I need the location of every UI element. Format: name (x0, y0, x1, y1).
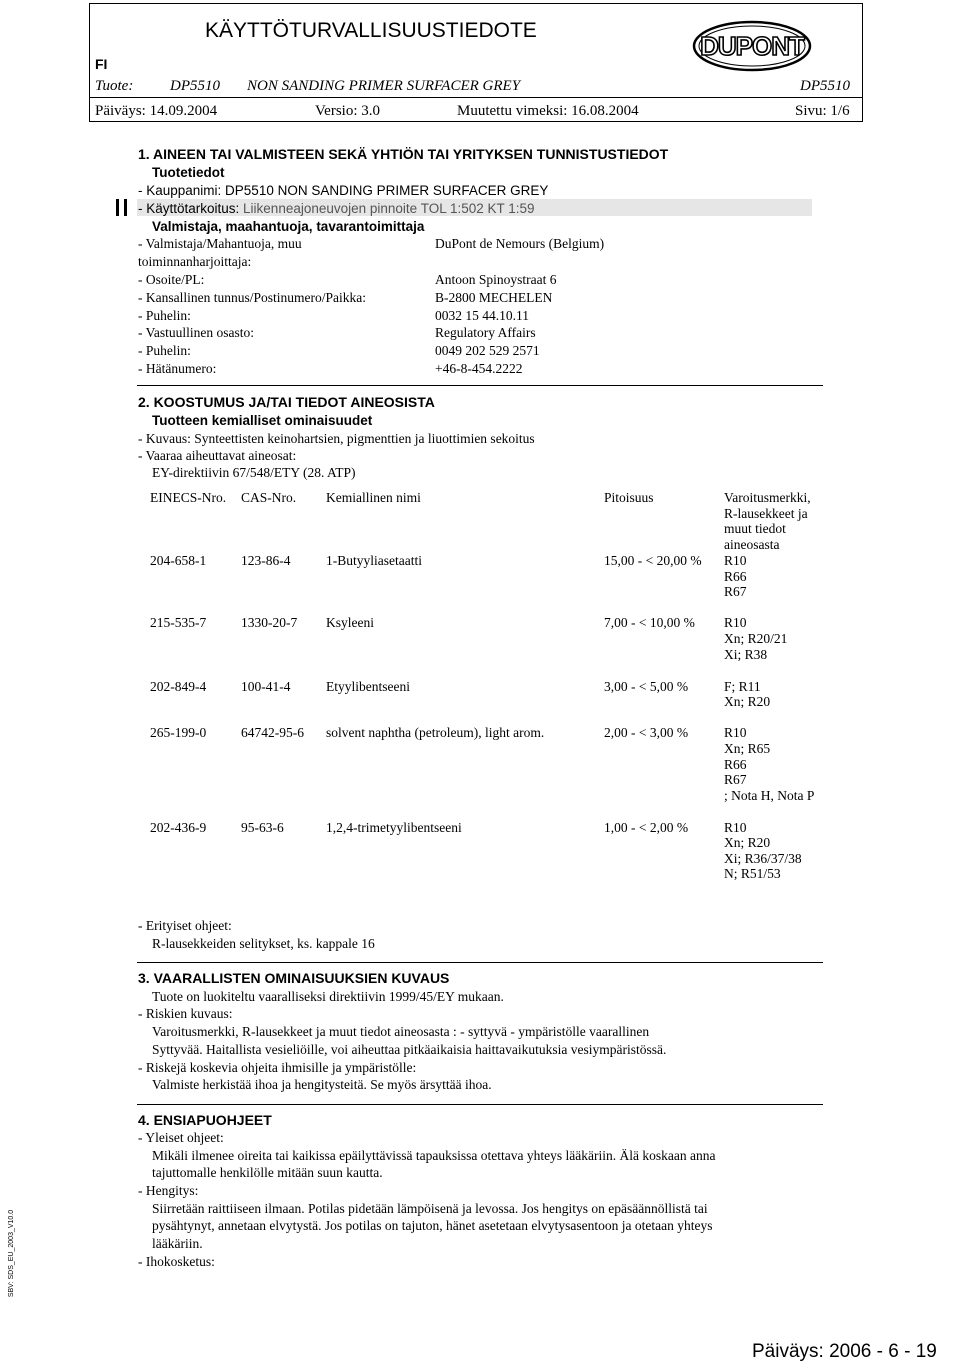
r-phrase: R66 (724, 569, 747, 584)
header-divider (89, 97, 863, 98)
cas-number: 100-41-4 (241, 679, 291, 694)
manufacturer-label: - Valmistaja/Mahantuoja, muu (138, 236, 302, 251)
einecs-number: 215-535-7 (150, 615, 207, 630)
risk-text: Varoitusmerkki, R-lausekkeet ja muut tiedot aineosasta : - syttyvä - ympäristölle vaarallinen (152, 1024, 650, 1039)
section1-title: 1. AINEEN TAI VALMISTEEN SEKÄ YHTIÖN TAI YRITYKSEN TUNNISTUSTIEDOT (138, 146, 669, 162)
contact-label: - Vastuullinen osasto: (138, 325, 254, 340)
r-phrase: R10 (724, 615, 747, 630)
operator-label: toiminnanharjoittaja: (138, 254, 252, 269)
einecs-number: 202-436-9 (150, 820, 207, 835)
chemical-name: solvent naphtha (petroleum), light arom. (326, 725, 545, 740)
r-phrase: N; R51/53 (724, 866, 781, 881)
header-date: Päiväys: 14.09.2004 (95, 103, 218, 119)
directive-text: EY-direktiivin 67/548/ETY (28. ATP) (152, 465, 356, 480)
dupont-logo (692, 20, 812, 72)
r-phrase: R10 (724, 820, 747, 835)
footer-date: Päiväys: 2006 - 6 - 19 (752, 1341, 937, 1362)
col-classification: R-lausekkeet ja (724, 506, 808, 521)
concentration: 7,00 - < 10,00 % (604, 615, 695, 630)
inhalation-text: pysähtynyt, annetaan elvytystä. Jos potilas on tajuton, hänet asetetaan elvytysasentoon ja otetaan yhteys (152, 1218, 713, 1233)
section2-title: 2. KOOSTUMUS JA/TAI TIEDOT AINEOSISTA (138, 394, 435, 410)
cas-number: 95-63-6 (241, 820, 284, 835)
general-label: - Yleiset ohjeet: (138, 1130, 224, 1145)
r-phrase: Xn; R65 (724, 741, 771, 756)
r-phrase: R10 (724, 553, 747, 568)
col-classification: aineosasta (724, 537, 780, 552)
chemical-name: Etyylibentseeni (326, 679, 410, 694)
r-phrase: Xn; R20 (724, 694, 771, 709)
cas-number: 123-86-4 (241, 553, 291, 568)
section4-title: 4. ENSIAPUOHJEET (138, 1112, 272, 1128)
special-instructions-label: - Erityiset ohjeet: (138, 918, 232, 933)
product-code: DP5510 (170, 78, 220, 94)
use-value: Liikenneajoneuvojen pinnoite TOL 1:502 KT 1:59 (243, 201, 535, 216)
contact-label: - Kansallinen tunnus/Postinumero/Paikka: (138, 290, 366, 305)
language-code: FI (95, 56, 108, 72)
col-name: Kemiallinen nimi (326, 490, 421, 505)
section-divider (137, 1104, 823, 1105)
header-version: Versio: 3.0 (315, 103, 380, 119)
concentration: 1,00 - < 2,00 % (604, 820, 689, 835)
chemical-name: Ksyleeni (326, 615, 374, 630)
r-phrase: Xn; R20 (724, 835, 771, 850)
manufacturer-heading: Valmistaja, maahantuoja, tavarantoimittaja (152, 219, 425, 234)
einecs-number: 204-658-1 (150, 553, 207, 568)
header-page: Sivu: 1/6 (795, 103, 850, 119)
product-info-heading: Tuotetiedot (152, 165, 225, 180)
special-instructions-value: R-lausekkeiden selitykset, ks. kappale 16 (152, 936, 375, 951)
concentration: 3,00 - < 5,00 % (604, 679, 689, 694)
r-phrase: R67 (724, 584, 747, 599)
classification-text: Tuote on luokiteltu vaaralliseksi direktiivin 1999/45/EY mukaan. (152, 989, 504, 1004)
chemical-name: 1-Butyyliasetaatti (326, 553, 422, 568)
trade-name: - Kauppanimi: DP5510 NON SANDING PRIMER SURFACER GREY (138, 183, 549, 198)
contact-label: - Puhelin: (138, 343, 191, 358)
logo-text: DUPONT (700, 31, 804, 61)
contact-value: 0049 202 529 2571 (435, 343, 540, 358)
concentration: 15,00 - < 20,00 % (604, 553, 702, 568)
general-text: Mikäli ilmenee oireita tai kaikissa epäilyttävissä tapauksissa otettava yhteys lääkäriin. Älä koskaan anna (152, 1148, 716, 1163)
guidance-label: - Riskejä koskevia ohjeita ihmisille ja ympäristölle: (138, 1060, 417, 1075)
change-bar (116, 199, 119, 216)
concentration: 2,00 - < 3,00 % (604, 725, 689, 740)
product-name: NON SANDING PRIMER SURFACER GREY (247, 78, 521, 94)
r-phrase: Xi; R36/37/38 (724, 851, 802, 866)
r-phrase: R66 (724, 757, 747, 772)
product-code-right: DP5510 (800, 78, 850, 94)
section-divider (137, 385, 823, 386)
general-text: tajuttomalle henkilölle mitään suun kautta. (152, 1165, 383, 1180)
einecs-number: 202-849-4 (150, 679, 207, 694)
col-classification: muut tiedot (724, 521, 786, 536)
composition-subtitle: Tuotteen kemialliset ominaisuudet (152, 413, 373, 428)
einecs-number: 265-199-0 (150, 725, 207, 740)
guidance-text: Valmiste herkistää ihoa ja hengitysteitä. Se myös ärsyttää ihoa. (152, 1077, 492, 1092)
r-phrase: R67 (724, 772, 747, 787)
change-bar (124, 199, 127, 216)
col-concentration: Pitoisuus (604, 490, 654, 505)
hazardous-label: - Vaaraa aiheuttavat aineosat: (138, 448, 297, 463)
contact-label: - Puhelin: (138, 308, 191, 323)
inhalation-text: Siirretään raittiiseen ilmaan. Potilas pidetään lämpöisenä ja levossa. Jos hengitys on epäsäännöllistä tai (152, 1201, 708, 1216)
r-phrase: Xn; R20/21 (724, 631, 788, 646)
risk-label: - Riskien kuvaus: (138, 1006, 233, 1021)
use-label: - Käyttötarkoitus: Liikenneajoneuvojen pinnoite TOL 1:502 KT 1:59 (138, 201, 535, 216)
header-modified: Muutettu vimeksi: 16.08.2004 (457, 103, 639, 119)
contact-label: - Osoite/PL: (138, 272, 205, 287)
inhalation-label: - Hengitys: (138, 1183, 199, 1198)
chemical-name: 1,2,4-trimetyylibentseeni (326, 820, 462, 835)
inhalation-text: lääkäriin. (152, 1236, 203, 1251)
contact-value: 0032 15 44.10.11 (435, 308, 529, 323)
r-phrase: ; Nota H, Nota P (724, 788, 815, 803)
col-cas: CAS-Nro. (241, 490, 297, 505)
r-phrase: Xi; R38 (724, 647, 768, 662)
contact-value: B-2800 MECHELEN (435, 290, 553, 305)
cas-number: 64742-95-6 (241, 725, 304, 740)
side-document-code: SBV: SDS_EU_2003_V10.0 (8, 1209, 16, 1298)
r-phrase: R10 (724, 725, 747, 740)
contact-value: Regulatory Affairs (435, 325, 536, 340)
contact-value: Antoon Spinoystraat 6 (435, 272, 557, 287)
section-divider (137, 962, 823, 963)
document-title: KÄYTTÖTURVALLISUUSTIEDOTE (205, 19, 537, 42)
cas-number: 1330-20-7 (241, 615, 298, 630)
col-einecs: EINECS-Nro. (150, 490, 227, 505)
contact-label: - Hätänumero: (138, 361, 217, 376)
manufacturer-value: DuPont de Nemours (Belgium) (435, 236, 605, 251)
section3-title: 3. VAARALLISTEN OMINAISUUKSIEN KUVAUS (138, 970, 450, 986)
col-classification: Varoitusmerkki, (724, 490, 811, 505)
r-phrase: F; R11 (724, 679, 761, 694)
skin-contact-label: - Ihokosketus: (138, 1254, 215, 1269)
composition-description: - Kuvaus: Synteettisten keinohartsien, pigmenttien ja liuottimien sekoitus (138, 431, 535, 446)
product-label: Tuote: (95, 78, 134, 94)
contact-value: +46-8-454.2222 (435, 361, 523, 376)
risk-text: Syttyvää. Haitallista vesieliöille, voi aiheuttaa pitkäaikaisia haittavaikutuksia vesiympäristössä. (152, 1042, 667, 1057)
